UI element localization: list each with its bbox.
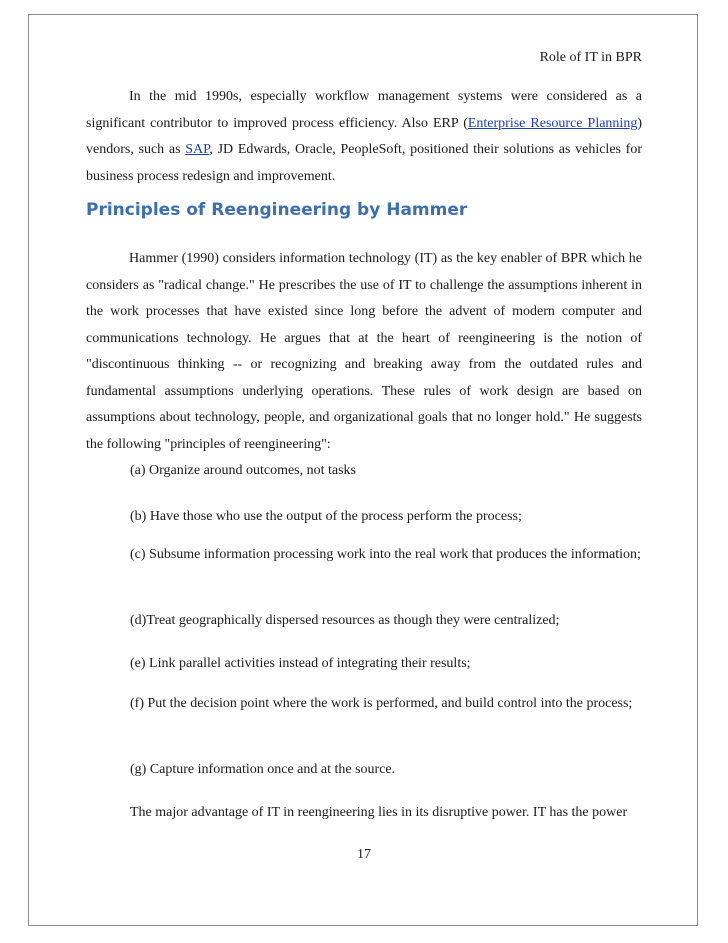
principle-e: (e) Link parallel activities instead of integrating their results; <box>130 656 471 671</box>
body-paragraph-container <box>86 246 642 458</box>
body-paragraph: Hammer (1990) considers information technology (IT) as the key enabler of BPR which he considers as "radical change." He prescribes the use of IT to challenge the assumptions inherent in the work processes that have existed since long before the advent of modern computer and communications technology. He argues that at the heart of reengineering is the notion of "discontinuous thinking -- or recognizing and breaking away from the outdated rules and fundamental assumptions underlying operations. These rules of work design are based on assumptions about technology, people, and organizational goals that no longer hold." He suggests the following "principles of reengineering": <box>86 251 642 452</box>
intro-text-2: ) vendors, such as <box>86 115 642 157</box>
erp-link[interactable]: Enterprise Resource Planning <box>467 115 638 131</box>
page-number: 17 <box>357 847 371 862</box>
section-heading: Principles of Reengineering by Hammer <box>86 200 468 220</box>
intro-text-1: In the mid 1990s, especially workflow management systems were considered as a significant contributor to improved process efficiency. Also ERP ( <box>86 89 642 131</box>
intro-paragraph <box>86 84 642 190</box>
principle-a: (a) Organize around outcomes, not tasks <box>130 463 357 478</box>
principle-g: (g) Capture information once and at the source. <box>130 762 396 777</box>
sap-link[interactable]: SAP <box>185 142 210 157</box>
principle-b: (b) Have those who use the output of the process perform the process; <box>130 509 522 524</box>
closing-paragraph: The major advantage of IT in reengineering lies in its disruptive power. IT has the power <box>130 805 628 820</box>
running-header: Role of IT in BPR <box>539 50 642 65</box>
principle-d: (d)Treat geographically dispersed resources as though they were centralized; <box>130 613 560 628</box>
intro-text-3: , JD Edwards, Oracle, PeopleSoft, positioned their solutions as vehicles for business process redesign and improvement. <box>86 142 642 184</box>
principle-f: (f) Put the decision point where the work is performed, and build control into the process; <box>130 696 633 711</box>
principle-c: (c) Subsume information processing work into the real work that produces the information; <box>130 547 641 562</box>
